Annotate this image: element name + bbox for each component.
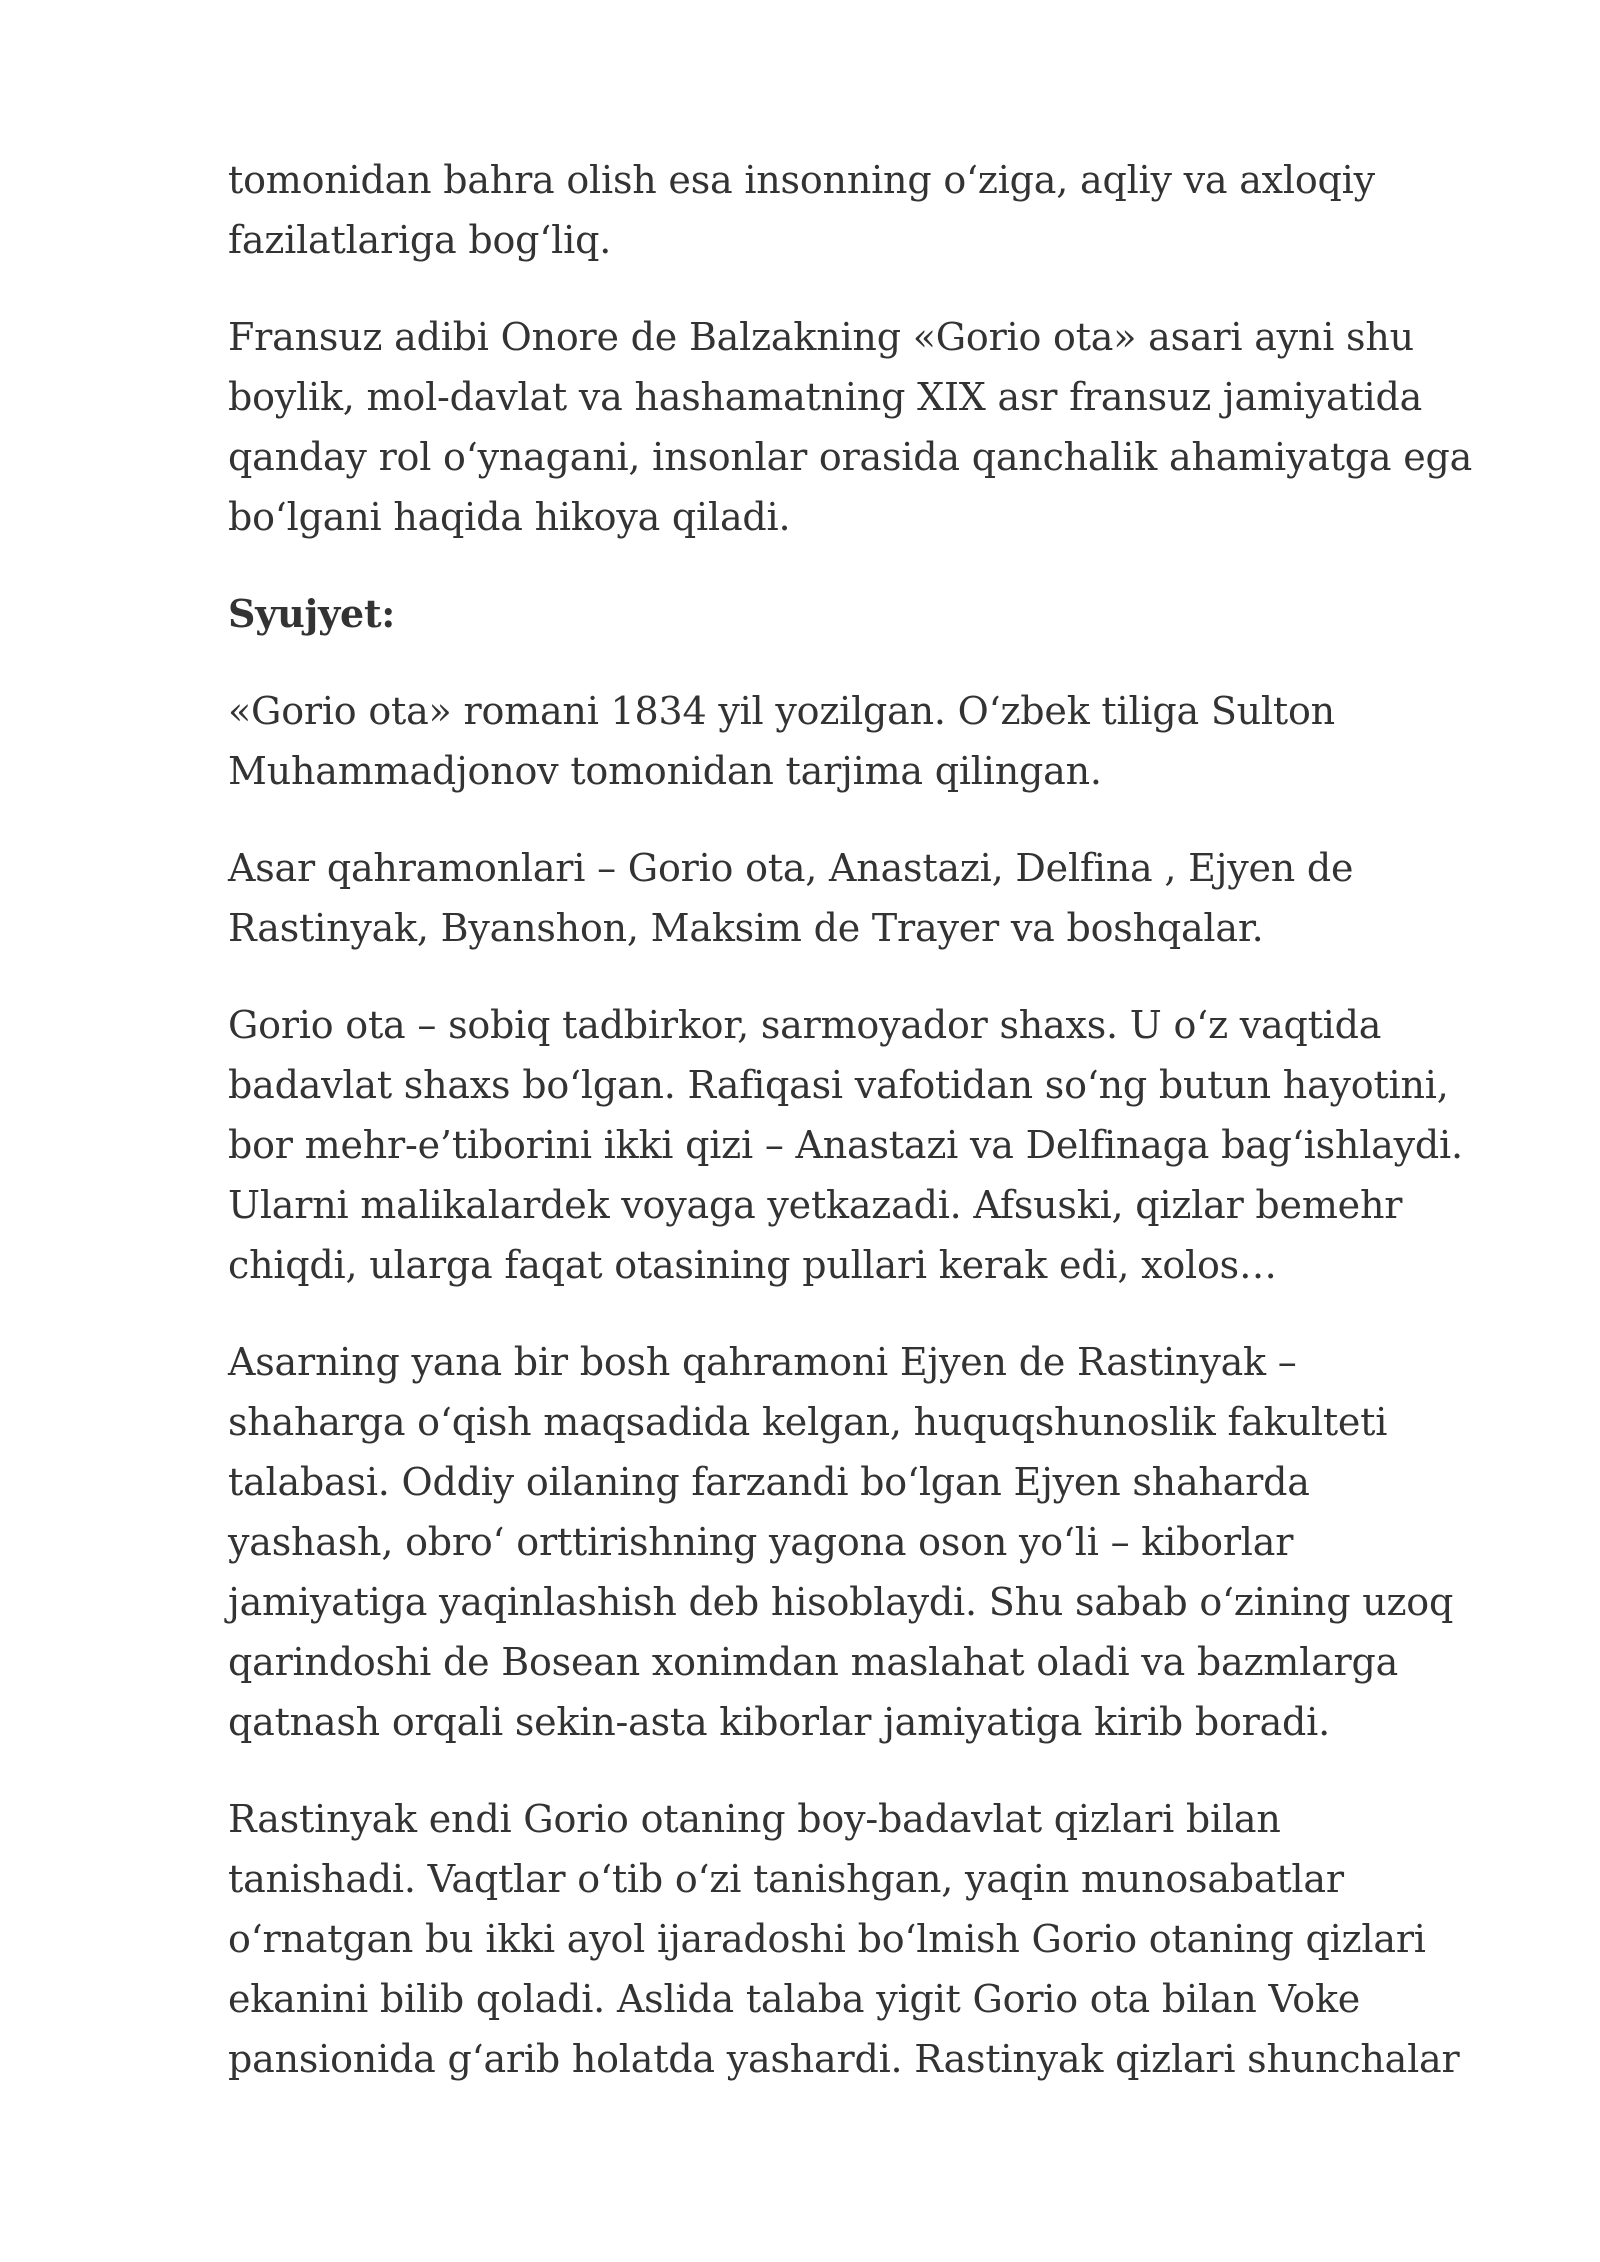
text-line: badavlat shaxs bo‘lgan. Rafiqasi vafotidan so‘ng butun hayotini,: [228, 1063, 1449, 1107]
text-line: tanishadi. Vaqtlar o‘tib o‘zi tanishgan, yaqin munosabatlar: [228, 1857, 1344, 1901]
paragraph-novel-date: [228, 681, 1528, 801]
paragraph-balzac-intro: [228, 307, 1528, 547]
text-line: tomonidan bahra olish esa insonning o‘ziga, aqliy va axloqiy: [228, 158, 1375, 202]
text-line: qatnash orqali sekin-asta kiborlar jamiyatiga kirib boradi.: [228, 1700, 1331, 1744]
text-line: «Gorio ota» romani 1834 yil yozilgan. O‘zbek tiliga Sulton: [228, 689, 1335, 733]
text-line: shaharga o‘qish maqsadida kelgan, huquqshunoslik fakulteti: [228, 1400, 1388, 1444]
section-heading-syujyet: [228, 584, 1528, 644]
text-line: Rastinyak endi Gorio otaning boy-badavlat qizlari bilan: [228, 1797, 1281, 1841]
text-line: pansionida g‘arib holatda yashardi. Rastinyak qizlari shunchalar: [228, 2037, 1460, 2081]
text-line: qanday rol o‘ynagani, insonlar orasida qanchalik ahamiyatga ega: [228, 435, 1473, 479]
text-line: yashash, obro‘ orttirishning yagona oson yo‘li – kiborlar: [228, 1520, 1294, 1564]
text-line: bor mehr-e’tiborini ikki qizi – Anastazi va Delfinaga bag‘ishlaydi.: [228, 1123, 1463, 1167]
article-body: [228, 150, 1528, 2126]
text-line: ekanini bilib qoladi. Aslida talaba yigit Gorio ota bilan Voke: [228, 1977, 1361, 2021]
paragraph-intro-end: [228, 150, 1528, 270]
text-line: boylik, mol-davlat va hashamatning XIX asr fransuz jamiyatida: [228, 375, 1423, 419]
text-line: Ularni malikalardek voyaga yetkazadi. Afsuski, qizlar bemehr: [228, 1183, 1403, 1227]
text-line: chiqdi, ularga faqat otasining pullari kerak edi, xolos…: [228, 1243, 1277, 1287]
text-line: talabasi. Oddiy oilaning farzandi bo‘lgan Ejyen shaharda: [228, 1460, 1310, 1504]
paragraph-gorio: [228, 995, 1528, 1295]
text-line: Syujyet:: [228, 591, 396, 636]
paragraph-rastignac: [228, 1332, 1528, 1752]
text-line: Rastinyak, Byanshon, Maksim de Trayer va boshqalar.: [228, 906, 1264, 950]
paragraph-characters: [228, 838, 1528, 958]
text-line: Muhammadjonov tomonidan tarjima qilingan.: [228, 749, 1102, 793]
paragraph-rastignac-daughters: [228, 1789, 1528, 2089]
text-line: o‘rnatgan bu ikki ayol ijaradoshi bo‘lmish Gorio otaning qizlari: [228, 1917, 1426, 1961]
text-line: bo‘lgani haqida hikoya qiladi.: [228, 495, 791, 539]
text-line: qarindoshi de Bosean xonimdan maslahat oladi va bazmlarga: [228, 1640, 1399, 1684]
text-line: fazilatlariga bog‘liq.: [228, 218, 612, 262]
text-line: jamiyatiga yaqinlashish deb hisoblaydi. Shu sabab o‘zining uzoq: [228, 1580, 1454, 1624]
text-line: Gorio ota – sobiq tadbirkor, sarmoyador shaxs. U o‘z vaqtida: [228, 1003, 1382, 1047]
text-line: Asar qahramonlari – Gorio ota, Anastazi, Delfina , Ejyen de: [228, 846, 1354, 890]
text-line: Asarning yana bir bosh qahramoni Ejyen de Rastinyak –: [228, 1340, 1297, 1384]
text-line: Fransuz adibi Onore de Balzakning «Gorio ota» asari ayni shu: [228, 315, 1414, 359]
